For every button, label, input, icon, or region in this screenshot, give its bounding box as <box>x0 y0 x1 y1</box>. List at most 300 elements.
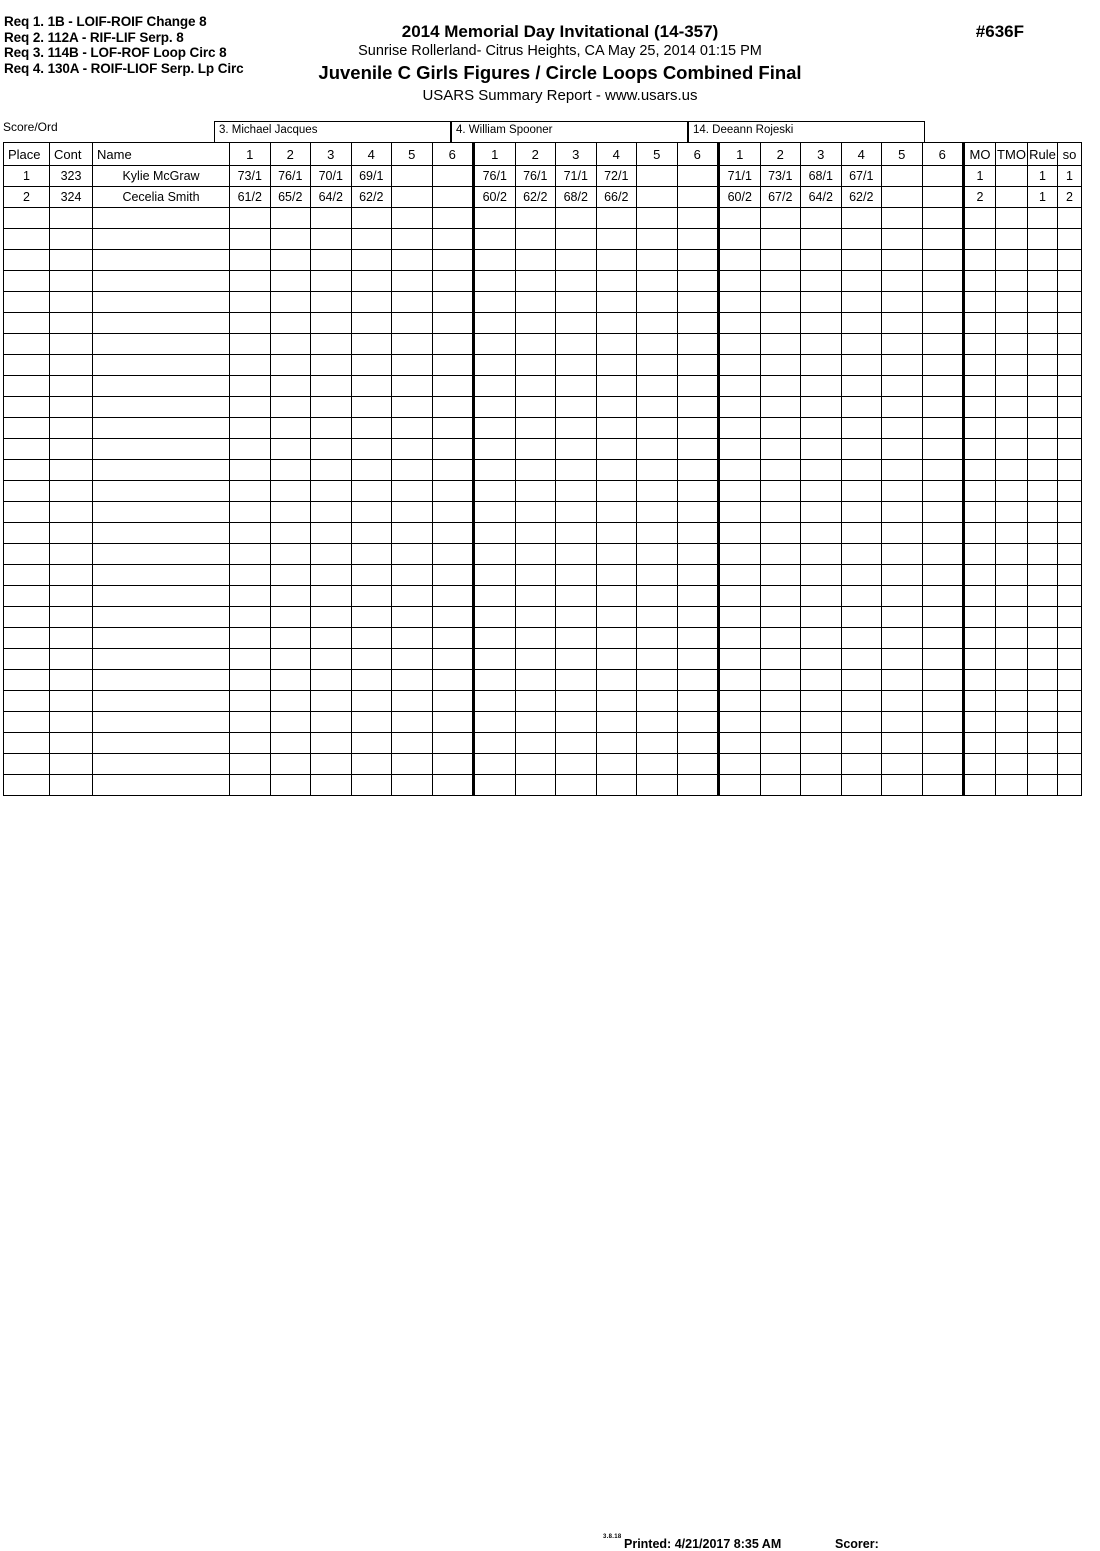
cell-place <box>4 376 50 397</box>
col-header-rule: Rule <box>1028 143 1058 166</box>
cell-cont <box>50 271 93 292</box>
cell-mo <box>964 229 996 250</box>
cell-judge3-fig4 <box>841 229 882 250</box>
cell-rule <box>1028 292 1058 313</box>
cell-tmo <box>996 397 1028 418</box>
cell-judge2-fig6 <box>677 229 719 250</box>
cell-tmo <box>996 544 1028 565</box>
cell-rule <box>1028 691 1058 712</box>
cell-judge2-fig6 <box>677 502 719 523</box>
cell-so <box>1058 733 1082 754</box>
cell-so <box>1058 670 1082 691</box>
cell-judge1-fig4 <box>351 523 392 544</box>
cell-so <box>1058 250 1082 271</box>
cell-judge3-fig2 <box>760 670 801 691</box>
cell-judge2-fig4 <box>596 544 637 565</box>
cell-judge2-fig5 <box>637 355 678 376</box>
cell-judge1-fig3 <box>311 229 352 250</box>
table-row-empty[interactable] <box>4 313 1082 334</box>
col-header-judge3-fig2: 2 <box>760 143 801 166</box>
cell-judge1-fig3 <box>311 313 352 334</box>
cell-judge2-fig1 <box>474 607 516 628</box>
cell-judge1-fig1 <box>230 292 271 313</box>
cell-judge1-fig6 <box>432 544 474 565</box>
cell-judge1-fig2 <box>270 565 311 586</box>
cell-judge3-fig5 <box>882 523 923 544</box>
judge-name: 4. William Spooner <box>456 124 553 136</box>
cell-judge1-fig6 <box>432 229 474 250</box>
cell-place <box>4 397 50 418</box>
cell-judge3-fig1 <box>719 208 761 229</box>
cell-judge3-fig3 <box>801 397 842 418</box>
cell-judge2-fig1 <box>474 523 516 544</box>
cell-mo <box>964 607 996 628</box>
division-title: Juvenile C Girls Figures / Circle Loops Combined Final <box>318 62 802 83</box>
cell-judge3-fig2 <box>760 418 801 439</box>
cell-judge3-fig4 <box>841 271 882 292</box>
judge-name: 3. Michael Jacques <box>219 124 318 136</box>
cell-judge1-fig6 <box>432 439 474 460</box>
cell-tmo <box>996 502 1028 523</box>
cell-judge1-fig3 <box>311 607 352 628</box>
table-row-empty[interactable] <box>4 355 1082 376</box>
cell-judge3-fig5 <box>882 628 923 649</box>
cell-judge1-fig4 <box>351 376 392 397</box>
col-header-judge3-fig4: 4 <box>841 143 882 166</box>
cell-judge1-fig6 <box>432 250 474 271</box>
cell-judge3-fig5 <box>882 166 923 187</box>
cell-judge2-fig4 <box>596 628 637 649</box>
cell-judge2-fig2: 62/2 <box>515 187 556 208</box>
cell-judge2-fig2 <box>515 481 556 502</box>
col-header-judge1-fig3: 3 <box>311 143 352 166</box>
cell-judge3-fig1 <box>719 691 761 712</box>
cell-judge3-fig3 <box>801 439 842 460</box>
requirement-line: Req 4. 130A - ROIF-LIOF Serp. Lp Circ <box>4 60 244 76</box>
cell-judge1-fig3 <box>311 544 352 565</box>
cell-judge2-fig3 <box>556 208 597 229</box>
cell-place <box>4 313 50 334</box>
cell-judge2-fig4 <box>596 607 637 628</box>
cell-judge1-fig5 <box>392 733 433 754</box>
table-row[interactable] <box>4 187 1082 208</box>
cell-judge1-fig1 <box>230 418 271 439</box>
cell-judge2-fig1 <box>474 397 516 418</box>
cell-judge2-fig3 <box>556 334 597 355</box>
cell-judge3-fig6 <box>922 649 964 670</box>
cell-judge2-fig1 <box>474 628 516 649</box>
cell-name <box>93 481 230 502</box>
cell-judge2-fig2 <box>515 334 556 355</box>
cell-judge2-fig3 <box>556 376 597 397</box>
cell-judge2-fig3: 71/1 <box>556 166 597 187</box>
cell-judge3-fig4 <box>841 544 882 565</box>
col-header-judge3-fig1: 1 <box>719 143 761 166</box>
cell-judge1-fig4 <box>351 628 392 649</box>
cell-tmo <box>996 586 1028 607</box>
table-row-empty[interactable] <box>4 250 1082 271</box>
cell-judge1-fig2 <box>270 355 311 376</box>
cell-judge3-fig3 <box>801 586 842 607</box>
cell-place <box>4 691 50 712</box>
cell-judge1-fig1: 73/1 <box>230 166 271 187</box>
cell-judge3-fig3 <box>801 649 842 670</box>
cell-judge1-fig6 <box>432 334 474 355</box>
cell-judge3-fig4 <box>841 439 882 460</box>
cell-judge1-fig1: 61/2 <box>230 187 271 208</box>
col-header-judge2-fig2: 2 <box>515 143 556 166</box>
cell-judge3-fig1 <box>719 628 761 649</box>
cell-judge1-fig2 <box>270 250 311 271</box>
cell-judge1-fig3 <box>311 460 352 481</box>
cell-judge2-fig6 <box>677 565 719 586</box>
cell-judge2-fig6 <box>677 187 719 208</box>
cell-judge1-fig3: 70/1 <box>311 166 352 187</box>
table-row-empty[interactable] <box>4 439 1082 460</box>
cell-judge3-fig6 <box>922 229 964 250</box>
cell-judge2-fig1 <box>474 670 516 691</box>
cell-mo <box>964 208 996 229</box>
cell-judge1-fig4 <box>351 565 392 586</box>
table-row-empty[interactable] <box>4 229 1082 250</box>
cell-name <box>93 208 230 229</box>
table-row-empty[interactable] <box>4 628 1082 649</box>
cell-name <box>93 733 230 754</box>
cell-judge1-fig1 <box>230 628 271 649</box>
cell-place <box>4 460 50 481</box>
cell-judge2-fig6 <box>677 355 719 376</box>
cell-judge1-fig3 <box>311 712 352 733</box>
cell-so <box>1058 544 1082 565</box>
col-header-judge3-fig5: 5 <box>882 143 923 166</box>
cell-judge3-fig3 <box>801 628 842 649</box>
cell-judge1-fig6 <box>432 649 474 670</box>
cell-mo <box>964 460 996 481</box>
requirement-line: Req 1. 1B - LOIF-ROIF Change 8 <box>4 14 207 29</box>
cell-judge2-fig5 <box>637 628 678 649</box>
cell-name <box>93 460 230 481</box>
cell-tmo <box>996 607 1028 628</box>
cell-name <box>93 439 230 460</box>
cell-judge2-fig5 <box>637 523 678 544</box>
cell-judge3-fig1 <box>719 586 761 607</box>
cell-judge3-fig5 <box>882 355 923 376</box>
cell-judge3-fig2 <box>760 460 801 481</box>
cell-judge3-fig4: 62/2 <box>841 187 882 208</box>
cell-judge2-fig4 <box>596 397 637 418</box>
cell-judge3-fig5 <box>882 460 923 481</box>
cell-so <box>1058 712 1082 733</box>
cell-judge3-fig3 <box>801 670 842 691</box>
cell-judge3-fig4 <box>841 712 882 733</box>
cell-judge1-fig1 <box>230 376 271 397</box>
cell-judge2-fig4: 72/1 <box>596 166 637 187</box>
cell-judge1-fig4 <box>351 670 392 691</box>
table-row-empty[interactable] <box>4 565 1082 586</box>
cell-judge2-fig2 <box>515 712 556 733</box>
cell-judge1-fig5 <box>392 628 433 649</box>
cell-rule <box>1028 229 1058 250</box>
table-row-empty[interactable] <box>4 733 1082 754</box>
cell-judge1-fig4 <box>351 418 392 439</box>
cell-place <box>4 439 50 460</box>
cell-judge3-fig5 <box>882 712 923 733</box>
cell-place <box>4 544 50 565</box>
cell-judge3-fig4 <box>841 208 882 229</box>
cell-judge1-fig5 <box>392 544 433 565</box>
cell-judge1-fig5 <box>392 355 433 376</box>
cell-tmo <box>996 166 1028 187</box>
cell-judge1-fig3 <box>311 670 352 691</box>
table-row-empty[interactable] <box>4 670 1082 691</box>
cell-judge2-fig2 <box>515 418 556 439</box>
cell-judge2-fig1 <box>474 250 516 271</box>
cell-judge1-fig1 <box>230 670 271 691</box>
cell-judge3-fig6 <box>922 334 964 355</box>
table-row-empty[interactable] <box>4 376 1082 397</box>
cell-judge1-fig6 <box>432 691 474 712</box>
judge-name: 14. Deeann Rojeski <box>693 124 794 136</box>
cell-judge3-fig6 <box>922 292 964 313</box>
cell-judge2-fig3 <box>556 460 597 481</box>
cell-judge1-fig5 <box>392 439 433 460</box>
cell-name <box>93 523 230 544</box>
cell-tmo <box>996 271 1028 292</box>
cell-name <box>93 670 230 691</box>
cell-so <box>1058 481 1082 502</box>
cell-mo <box>964 355 996 376</box>
table-row-empty[interactable] <box>4 460 1082 481</box>
table-row-empty[interactable] <box>4 418 1082 439</box>
cell-tmo <box>996 649 1028 670</box>
cell-judge1-fig4 <box>351 733 392 754</box>
cell-judge3-fig4 <box>841 250 882 271</box>
cell-cont <box>50 691 93 712</box>
cell-mo <box>964 565 996 586</box>
cell-judge2-fig1 <box>474 691 516 712</box>
cell-cont <box>50 502 93 523</box>
requirement-line: Req 3. 114B - LOF-ROF Loop Circ 8 <box>4 45 227 61</box>
cell-judge2-fig3 <box>556 250 597 271</box>
cell-judge3-fig6 <box>922 166 964 187</box>
cell-judge3-fig1 <box>719 502 761 523</box>
cell-judge1-fig1 <box>230 544 271 565</box>
cell-judge1-fig4: 69/1 <box>351 166 392 187</box>
cell-judge1-fig2 <box>270 544 311 565</box>
cell-judge2-fig1 <box>474 271 516 292</box>
cell-judge1-fig6 <box>432 502 474 523</box>
table-row-empty[interactable] <box>4 691 1082 712</box>
cell-tmo <box>996 376 1028 397</box>
cell-judge1-fig6 <box>432 292 474 313</box>
cell-judge2-fig4 <box>596 733 637 754</box>
cell-judge3-fig5 <box>882 376 923 397</box>
table-row-empty[interactable] <box>4 397 1082 418</box>
table-row-empty[interactable] <box>4 502 1082 523</box>
cell-judge2-fig1 <box>474 355 516 376</box>
cell-judge3-fig1 <box>719 523 761 544</box>
table-row-empty[interactable] <box>4 481 1082 502</box>
cell-judge1-fig2 <box>270 313 311 334</box>
cell-judge2-fig5 <box>637 250 678 271</box>
cell-mo <box>964 334 996 355</box>
cell-judge1-fig2: 65/2 <box>270 187 311 208</box>
cell-judge3-fig3 <box>801 292 842 313</box>
cell-judge2-fig4 <box>596 565 637 586</box>
cell-name <box>93 607 230 628</box>
cell-place: 2 <box>4 187 50 208</box>
cell-judge3-fig5 <box>882 208 923 229</box>
cell-judge1-fig1 <box>230 565 271 586</box>
cell-judge3-fig5 <box>882 670 923 691</box>
cell-judge1-fig5 <box>392 481 433 502</box>
cell-judge2-fig4 <box>596 586 637 607</box>
cell-judge3-fig4 <box>841 733 882 754</box>
cell-cont <box>50 628 93 649</box>
score-ord-caption: Score/Ord <box>3 120 58 134</box>
cell-judge3-fig5 <box>882 544 923 565</box>
cell-place <box>4 355 50 376</box>
cell-judge2-fig2 <box>515 292 556 313</box>
cell-judge3-fig3 <box>801 376 842 397</box>
cell-judge3-fig2 <box>760 229 801 250</box>
cell-judge2-fig4 <box>596 523 637 544</box>
cell-judge2-fig3 <box>556 565 597 586</box>
table-row[interactable] <box>4 166 1082 187</box>
cell-so <box>1058 523 1082 544</box>
cell-judge2-fig1 <box>474 460 516 481</box>
table-row-empty[interactable] <box>4 523 1082 544</box>
cell-judge1-fig1 <box>230 271 271 292</box>
cell-cont <box>50 334 93 355</box>
cell-judge2-fig5 <box>637 691 678 712</box>
cell-judge1-fig3 <box>311 628 352 649</box>
cell-judge2-fig2 <box>515 586 556 607</box>
cell-judge3-fig4 <box>841 628 882 649</box>
version-stamp: 3.8.18 <box>603 1534 622 1540</box>
cell-judge3-fig2 <box>760 439 801 460</box>
judge-group-header <box>214 121 451 142</box>
table-row-empty[interactable] <box>4 712 1082 733</box>
cell-judge1-fig3 <box>311 334 352 355</box>
cell-judge2-fig5 <box>637 712 678 733</box>
cell-judge1-fig2 <box>270 712 311 733</box>
cell-judge3-fig5 <box>882 313 923 334</box>
col-header-judge1-fig1: 1 <box>230 143 271 166</box>
cell-judge1-fig6 <box>432 523 474 544</box>
cell-judge2-fig2 <box>515 397 556 418</box>
cell-judge3-fig3 <box>801 418 842 439</box>
cell-judge3-fig2 <box>760 565 801 586</box>
cell-judge2-fig6 <box>677 418 719 439</box>
cell-judge2-fig5 <box>637 607 678 628</box>
cell-judge3-fig1 <box>719 481 761 502</box>
cell-judge1-fig1 <box>230 250 271 271</box>
cell-judge2-fig1 <box>474 334 516 355</box>
cell-mo <box>964 397 996 418</box>
cell-judge3-fig5 <box>882 565 923 586</box>
col-header-mo: MO <box>964 143 996 166</box>
cell-mo <box>964 481 996 502</box>
cell-judge2-fig5 <box>637 292 678 313</box>
cell-judge1-fig6 <box>432 607 474 628</box>
cell-judge2-fig1 <box>474 733 516 754</box>
cell-so: 1 <box>1058 166 1082 187</box>
cell-judge3-fig2 <box>760 628 801 649</box>
cell-mo <box>964 250 996 271</box>
cell-judge2-fig5 <box>637 481 678 502</box>
cell-cont <box>50 523 93 544</box>
cell-judge1-fig6 <box>432 208 474 229</box>
cell-name <box>93 586 230 607</box>
cell-rule <box>1028 712 1058 733</box>
cell-judge2-fig4 <box>596 712 637 733</box>
cell-judge3-fig6 <box>922 628 964 649</box>
table-row-empty[interactable] <box>4 544 1082 565</box>
table-row-empty[interactable] <box>4 292 1082 313</box>
cell-judge1-fig5 <box>392 565 433 586</box>
cell-judge1-fig1 <box>230 229 271 250</box>
cell-judge3-fig3 <box>801 523 842 544</box>
cell-cont <box>50 712 93 733</box>
cell-cont <box>50 313 93 334</box>
col-header-judge2-fig1: 1 <box>474 143 516 166</box>
cell-place <box>4 292 50 313</box>
cell-mo <box>964 586 996 607</box>
cell-judge2-fig1 <box>474 208 516 229</box>
cell-judge2-fig3 <box>556 712 597 733</box>
cell-rule <box>1028 313 1058 334</box>
cell-judge3-fig3 <box>801 544 842 565</box>
cell-so <box>1058 628 1082 649</box>
table-row-empty[interactable] <box>4 334 1082 355</box>
cell-judge1-fig2 <box>270 376 311 397</box>
cell-judge2-fig4 <box>596 418 637 439</box>
cell-name <box>93 313 230 334</box>
cell-judge1-fig4 <box>351 292 392 313</box>
col-header-judge3-fig3: 3 <box>801 143 842 166</box>
col-header-judge2-fig4: 4 <box>596 143 637 166</box>
cell-judge1-fig6 <box>432 586 474 607</box>
cell-judge2-fig3 <box>556 607 597 628</box>
cell-judge2-fig5 <box>637 187 678 208</box>
cell-rule <box>1028 334 1058 355</box>
cell-judge3-fig1 <box>719 607 761 628</box>
table-row-empty[interactable] <box>4 586 1082 607</box>
cell-tmo <box>996 691 1028 712</box>
cell-judge3-fig5 <box>882 271 923 292</box>
cell-judge3-fig6 <box>922 439 964 460</box>
table-row-empty[interactable] <box>4 649 1082 670</box>
cell-so <box>1058 460 1082 481</box>
cell-name <box>93 418 230 439</box>
cell-judge1-fig5 <box>392 670 433 691</box>
cell-judge2-fig3 <box>556 670 597 691</box>
table-row-empty[interactable] <box>4 607 1082 628</box>
cell-judge1-fig4 <box>351 439 392 460</box>
col-header-judge2-fig5: 5 <box>637 143 678 166</box>
printed-timestamp: Printed: 4/21/2017 8:35 AM <box>624 1537 782 1551</box>
cell-judge3-fig6 <box>922 544 964 565</box>
table-row-empty[interactable] <box>4 208 1082 229</box>
cell-judge2-fig2: 76/1 <box>515 166 556 187</box>
cell-judge3-fig2 <box>760 334 801 355</box>
table-row-empty[interactable] <box>4 271 1082 292</box>
cell-rule <box>1028 397 1058 418</box>
venue-and-datetime: Sunrise Rollerland- Citrus Heights, CA May 25, 2014 01:15 PM <box>358 43 762 59</box>
cell-judge1-fig3 <box>311 523 352 544</box>
cell-judge1-fig4 <box>351 481 392 502</box>
